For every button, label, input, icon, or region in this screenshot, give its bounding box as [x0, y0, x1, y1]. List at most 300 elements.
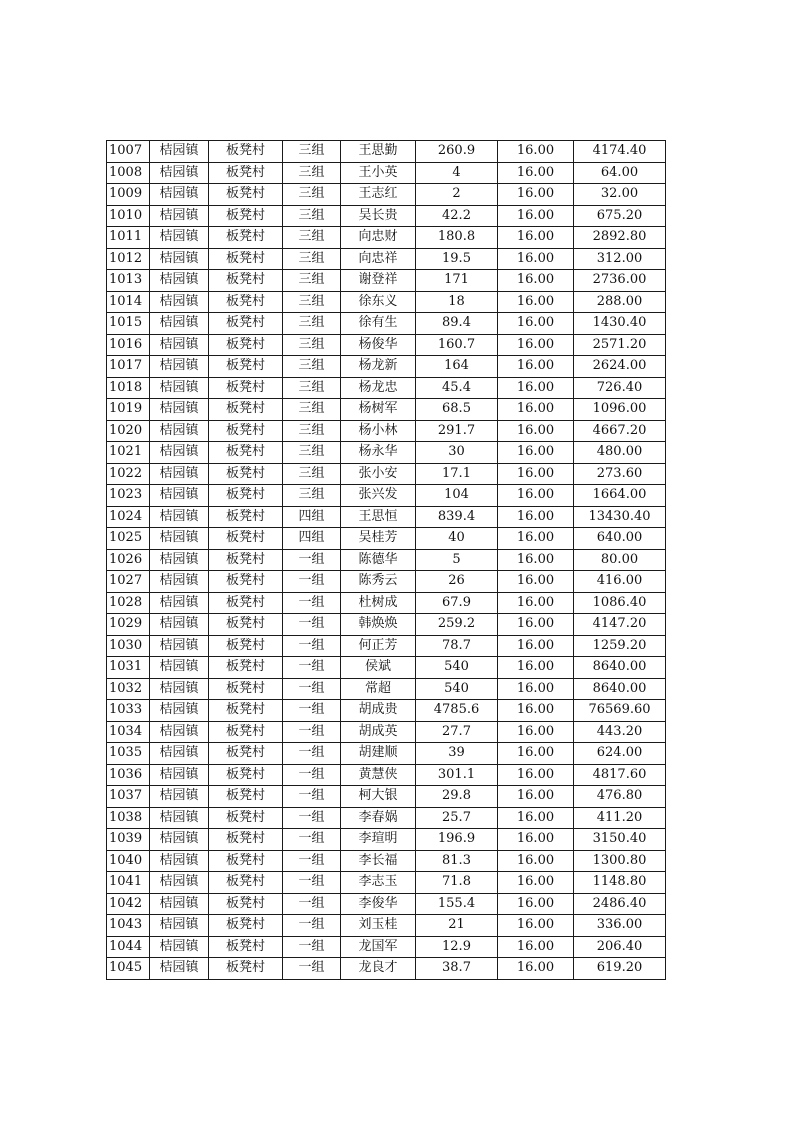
rate-cell: 16.00	[498, 506, 574, 528]
table-row	[107, 442, 666, 464]
amount-cell: 2892.80	[574, 227, 666, 249]
amount-cell: 336.00	[574, 915, 666, 937]
amount-cell: 726.40	[574, 377, 666, 399]
village-cell: 板凳村	[209, 313, 283, 335]
amount-cell: 2624.00	[574, 356, 666, 378]
village-cell: 板凳村	[209, 420, 283, 442]
area-cell: 71.8	[416, 872, 498, 894]
group-cell: 三组	[283, 442, 341, 464]
name-cell: 韩焕焕	[341, 614, 416, 636]
record-id: 1035	[107, 743, 150, 765]
name-cell: 杨小林	[341, 420, 416, 442]
name-cell: 李瑄明	[341, 829, 416, 851]
table-row	[107, 850, 666, 872]
amount-cell: 3150.40	[574, 829, 666, 851]
village-cell: 板凳村	[209, 162, 283, 184]
area-cell: 104	[416, 485, 498, 507]
rate-cell: 16.00	[498, 549, 574, 571]
amount-cell: 8640.00	[574, 678, 666, 700]
amount-cell: 1300.80	[574, 850, 666, 872]
town-cell: 桔园镇	[150, 807, 209, 829]
name-cell: 王小英	[341, 162, 416, 184]
town-cell: 桔园镇	[150, 936, 209, 958]
record-id: 1033	[107, 700, 150, 722]
village-cell: 板凳村	[209, 893, 283, 915]
table-row	[107, 227, 666, 249]
table-row	[107, 205, 666, 227]
rate-cell: 16.00	[498, 248, 574, 270]
table-row	[107, 162, 666, 184]
village-cell: 板凳村	[209, 743, 283, 765]
rate-cell: 16.00	[498, 442, 574, 464]
group-cell: 三组	[283, 356, 341, 378]
name-cell: 刘玉桂	[341, 915, 416, 937]
rate-cell: 16.00	[498, 184, 574, 206]
amount-cell: 443.20	[574, 721, 666, 743]
group-cell: 一组	[283, 700, 341, 722]
group-cell: 一组	[283, 549, 341, 571]
town-cell: 桔园镇	[150, 248, 209, 270]
area-cell: 2	[416, 184, 498, 206]
village-cell: 板凳村	[209, 786, 283, 808]
amount-cell: 1096.00	[574, 399, 666, 421]
town-cell: 桔园镇	[150, 850, 209, 872]
table-row	[107, 420, 666, 442]
name-cell: 吴长贵	[341, 205, 416, 227]
amount-cell: 2486.40	[574, 893, 666, 915]
amount-cell: 624.00	[574, 743, 666, 765]
record-id: 1040	[107, 850, 150, 872]
group-cell: 一组	[283, 872, 341, 894]
town-cell: 桔园镇	[150, 485, 209, 507]
rate-cell: 16.00	[498, 807, 574, 829]
amount-cell: 4174.40	[574, 141, 666, 163]
rate-cell: 16.00	[498, 936, 574, 958]
amount-cell: 1430.40	[574, 313, 666, 335]
town-cell: 桔园镇	[150, 786, 209, 808]
table-row	[107, 721, 666, 743]
table-row	[107, 463, 666, 485]
record-id: 1027	[107, 571, 150, 593]
table-row	[107, 270, 666, 292]
village-cell: 板凳村	[209, 141, 283, 163]
village-cell: 板凳村	[209, 936, 283, 958]
table-row	[107, 786, 666, 808]
rate-cell: 16.00	[498, 592, 574, 614]
record-id: 1045	[107, 958, 150, 980]
village-cell: 板凳村	[209, 270, 283, 292]
town-cell: 桔园镇	[150, 635, 209, 657]
record-id: 1009	[107, 184, 150, 206]
village-cell: 板凳村	[209, 399, 283, 421]
name-cell: 柯大银	[341, 786, 416, 808]
town-cell: 桔园镇	[150, 743, 209, 765]
area-cell: 29.8	[416, 786, 498, 808]
town-cell: 桔园镇	[150, 377, 209, 399]
table-row	[107, 313, 666, 335]
group-cell: 一组	[283, 807, 341, 829]
record-id: 1020	[107, 420, 150, 442]
amount-cell: 416.00	[574, 571, 666, 593]
group-cell: 一组	[283, 764, 341, 786]
group-cell: 一组	[283, 829, 341, 851]
town-cell: 桔园镇	[150, 162, 209, 184]
group-cell: 一组	[283, 657, 341, 679]
group-cell: 一组	[283, 614, 341, 636]
area-cell: 12.9	[416, 936, 498, 958]
name-cell: 杨永华	[341, 442, 416, 464]
name-cell: 吴桂芳	[341, 528, 416, 550]
town-cell: 桔园镇	[150, 399, 209, 421]
village-cell: 板凳村	[209, 442, 283, 464]
village-cell: 板凳村	[209, 227, 283, 249]
area-cell: 160.7	[416, 334, 498, 356]
group-cell: 三组	[283, 205, 341, 227]
area-cell: 171	[416, 270, 498, 292]
area-cell: 27.7	[416, 721, 498, 743]
table-row	[107, 829, 666, 851]
area-cell: 839.4	[416, 506, 498, 528]
group-cell: 四组	[283, 528, 341, 550]
name-cell: 杨龙新	[341, 356, 416, 378]
area-cell: 45.4	[416, 377, 498, 399]
table-row	[107, 184, 666, 206]
table-row	[107, 141, 666, 163]
area-cell: 17.1	[416, 463, 498, 485]
area-cell: 291.7	[416, 420, 498, 442]
group-cell: 一组	[283, 571, 341, 593]
town-cell: 桔园镇	[150, 700, 209, 722]
record-id: 1018	[107, 377, 150, 399]
name-cell: 李志玉	[341, 872, 416, 894]
group-cell: 一组	[283, 592, 341, 614]
group-cell: 三组	[283, 184, 341, 206]
area-cell: 540	[416, 657, 498, 679]
name-cell: 向忠财	[341, 227, 416, 249]
town-cell: 桔园镇	[150, 528, 209, 550]
amount-cell: 80.00	[574, 549, 666, 571]
town-cell: 桔园镇	[150, 420, 209, 442]
table-row	[107, 291, 666, 313]
village-cell: 板凳村	[209, 614, 283, 636]
record-id: 1037	[107, 786, 150, 808]
rate-cell: 16.00	[498, 764, 574, 786]
record-id: 1034	[107, 721, 150, 743]
amount-cell: 288.00	[574, 291, 666, 313]
group-cell: 一组	[283, 678, 341, 700]
name-cell: 李俊华	[341, 893, 416, 915]
town-cell: 桔园镇	[150, 678, 209, 700]
area-cell: 19.5	[416, 248, 498, 270]
rate-cell: 16.00	[498, 399, 574, 421]
group-cell: 三组	[283, 334, 341, 356]
area-cell: 301.1	[416, 764, 498, 786]
name-cell: 李春娲	[341, 807, 416, 829]
town-cell: 桔园镇	[150, 571, 209, 593]
amount-cell: 675.20	[574, 205, 666, 227]
record-id: 1026	[107, 549, 150, 571]
record-id: 1016	[107, 334, 150, 356]
record-id: 1041	[107, 872, 150, 894]
table-row	[107, 893, 666, 915]
rate-cell: 16.00	[498, 291, 574, 313]
town-cell: 桔园镇	[150, 549, 209, 571]
town-cell: 桔园镇	[150, 442, 209, 464]
group-cell: 三组	[283, 291, 341, 313]
name-cell: 龙良才	[341, 958, 416, 980]
area-cell: 180.8	[416, 227, 498, 249]
table-row	[107, 915, 666, 937]
record-id: 1044	[107, 936, 150, 958]
village-cell: 板凳村	[209, 764, 283, 786]
area-cell: 26	[416, 571, 498, 593]
village-cell: 板凳村	[209, 485, 283, 507]
rate-cell: 16.00	[498, 141, 574, 163]
town-cell: 桔园镇	[150, 872, 209, 894]
area-cell: 260.9	[416, 141, 498, 163]
rate-cell: 16.00	[498, 162, 574, 184]
name-cell: 张小安	[341, 463, 416, 485]
area-cell: 4785.6	[416, 700, 498, 722]
area-cell: 540	[416, 678, 498, 700]
record-id: 1011	[107, 227, 150, 249]
town-cell: 桔园镇	[150, 205, 209, 227]
group-cell: 一组	[283, 721, 341, 743]
amount-cell: 476.80	[574, 786, 666, 808]
area-cell: 196.9	[416, 829, 498, 851]
name-cell: 杨俊华	[341, 334, 416, 356]
table-row	[107, 958, 666, 980]
town-cell: 桔园镇	[150, 184, 209, 206]
village-cell: 板凳村	[209, 872, 283, 894]
town-cell: 桔园镇	[150, 829, 209, 851]
village-cell: 板凳村	[209, 571, 283, 593]
name-cell: 侯斌	[341, 657, 416, 679]
name-cell: 李长福	[341, 850, 416, 872]
group-cell: 一组	[283, 850, 341, 872]
table-row	[107, 678, 666, 700]
name-cell: 何正芳	[341, 635, 416, 657]
group-cell: 三组	[283, 162, 341, 184]
rate-cell: 16.00	[498, 528, 574, 550]
rate-cell: 16.00	[498, 420, 574, 442]
rate-cell: 16.00	[498, 270, 574, 292]
record-id: 1024	[107, 506, 150, 528]
village-cell: 板凳村	[209, 829, 283, 851]
rate-cell: 16.00	[498, 850, 574, 872]
record-id: 1023	[107, 485, 150, 507]
group-cell: 三组	[283, 141, 341, 163]
table-row	[107, 549, 666, 571]
rate-cell: 16.00	[498, 334, 574, 356]
record-id: 1030	[107, 635, 150, 657]
amount-cell: 76569.60	[574, 700, 666, 722]
amount-cell: 273.60	[574, 463, 666, 485]
name-cell: 陈秀云	[341, 571, 416, 593]
table-row	[107, 592, 666, 614]
record-id: 1013	[107, 270, 150, 292]
amount-cell: 411.20	[574, 807, 666, 829]
town-cell: 桔园镇	[150, 141, 209, 163]
name-cell: 徐东义	[341, 291, 416, 313]
area-cell: 25.7	[416, 807, 498, 829]
area-cell: 89.4	[416, 313, 498, 335]
area-cell: 39	[416, 743, 498, 765]
rate-cell: 16.00	[498, 958, 574, 980]
amount-cell: 32.00	[574, 184, 666, 206]
rate-cell: 16.00	[498, 893, 574, 915]
village-cell: 板凳村	[209, 506, 283, 528]
area-cell: 21	[416, 915, 498, 937]
rate-cell: 16.00	[498, 571, 574, 593]
table-row	[107, 248, 666, 270]
table-row	[107, 700, 666, 722]
name-cell: 胡成贵	[341, 700, 416, 722]
table-row	[107, 764, 666, 786]
village-cell: 板凳村	[209, 184, 283, 206]
area-cell: 78.7	[416, 635, 498, 657]
group-cell: 三组	[283, 420, 341, 442]
village-cell: 板凳村	[209, 377, 283, 399]
record-id: 1021	[107, 442, 150, 464]
village-cell: 板凳村	[209, 463, 283, 485]
amount-cell: 4667.20	[574, 420, 666, 442]
table-row	[107, 936, 666, 958]
record-id: 1007	[107, 141, 150, 163]
amount-cell: 312.00	[574, 248, 666, 270]
name-cell: 王思勤	[341, 141, 416, 163]
rate-cell: 16.00	[498, 743, 574, 765]
name-cell: 杨龙忠	[341, 377, 416, 399]
name-cell: 谢登祥	[341, 270, 416, 292]
area-cell: 42.2	[416, 205, 498, 227]
table-row	[107, 657, 666, 679]
rate-cell: 16.00	[498, 614, 574, 636]
rate-cell: 16.00	[498, 678, 574, 700]
area-cell: 30	[416, 442, 498, 464]
record-id: 1028	[107, 592, 150, 614]
amount-cell: 2571.20	[574, 334, 666, 356]
record-id: 1017	[107, 356, 150, 378]
group-cell: 一组	[283, 893, 341, 915]
name-cell: 陈德华	[341, 549, 416, 571]
group-cell: 四组	[283, 506, 341, 528]
table-row	[107, 743, 666, 765]
name-cell: 黄慧侠	[341, 764, 416, 786]
name-cell: 王志红	[341, 184, 416, 206]
rate-cell: 16.00	[498, 915, 574, 937]
town-cell: 桔园镇	[150, 893, 209, 915]
amount-cell: 4817.60	[574, 764, 666, 786]
rate-cell: 16.00	[498, 657, 574, 679]
area-cell: 164	[416, 356, 498, 378]
record-id: 1019	[107, 399, 150, 421]
rate-cell: 16.00	[498, 356, 574, 378]
rate-cell: 16.00	[498, 635, 574, 657]
record-id: 1031	[107, 657, 150, 679]
amount-cell: 619.20	[574, 958, 666, 980]
table-row	[107, 635, 666, 657]
group-cell: 一组	[283, 743, 341, 765]
area-cell: 4	[416, 162, 498, 184]
area-cell: 81.3	[416, 850, 498, 872]
name-cell: 胡成英	[341, 721, 416, 743]
town-cell: 桔园镇	[150, 592, 209, 614]
amount-cell: 13430.40	[574, 506, 666, 528]
rate-cell: 16.00	[498, 227, 574, 249]
town-cell: 桔园镇	[150, 506, 209, 528]
amount-cell: 1259.20	[574, 635, 666, 657]
town-cell: 桔园镇	[150, 657, 209, 679]
table-row	[107, 872, 666, 894]
town-cell: 桔园镇	[150, 313, 209, 335]
group-cell: 三组	[283, 485, 341, 507]
area-cell: 68.5	[416, 399, 498, 421]
town-cell: 桔园镇	[150, 764, 209, 786]
group-cell: 三组	[283, 270, 341, 292]
town-cell: 桔园镇	[150, 958, 209, 980]
town-cell: 桔园镇	[150, 721, 209, 743]
record-id: 1036	[107, 764, 150, 786]
group-cell: 一组	[283, 936, 341, 958]
rate-cell: 16.00	[498, 205, 574, 227]
area-cell: 259.2	[416, 614, 498, 636]
amount-cell: 206.40	[574, 936, 666, 958]
village-cell: 板凳村	[209, 958, 283, 980]
village-cell: 板凳村	[209, 549, 283, 571]
town-cell: 桔园镇	[150, 291, 209, 313]
town-cell: 桔园镇	[150, 463, 209, 485]
village-cell: 板凳村	[209, 700, 283, 722]
rate-cell: 16.00	[498, 463, 574, 485]
rate-cell: 16.00	[498, 786, 574, 808]
table-row	[107, 377, 666, 399]
record-id: 1038	[107, 807, 150, 829]
village-cell: 板凳村	[209, 657, 283, 679]
table-row	[107, 571, 666, 593]
village-cell: 板凳村	[209, 528, 283, 550]
table-row	[107, 614, 666, 636]
village-cell: 板凳村	[209, 807, 283, 829]
name-cell: 杨树军	[341, 399, 416, 421]
area-cell: 18	[416, 291, 498, 313]
table-row	[107, 399, 666, 421]
town-cell: 桔园镇	[150, 915, 209, 937]
town-cell: 桔园镇	[150, 614, 209, 636]
rate-cell: 16.00	[498, 700, 574, 722]
group-cell: 三组	[283, 377, 341, 399]
name-cell: 徐有生	[341, 313, 416, 335]
amount-cell: 480.00	[574, 442, 666, 464]
village-cell: 板凳村	[209, 205, 283, 227]
rate-cell: 16.00	[498, 721, 574, 743]
town-cell: 桔园镇	[150, 270, 209, 292]
table-row	[107, 334, 666, 356]
town-cell: 桔园镇	[150, 356, 209, 378]
table-row	[107, 356, 666, 378]
group-cell: 一组	[283, 786, 341, 808]
amount-cell: 8640.00	[574, 657, 666, 679]
table-row	[107, 506, 666, 528]
rate-cell: 16.00	[498, 872, 574, 894]
rate-cell: 16.00	[498, 485, 574, 507]
record-id: 1008	[107, 162, 150, 184]
subsidy-table	[106, 140, 666, 980]
village-cell: 板凳村	[209, 678, 283, 700]
amount-cell: 1148.80	[574, 872, 666, 894]
group-cell: 一组	[283, 635, 341, 657]
village-cell: 板凳村	[209, 248, 283, 270]
